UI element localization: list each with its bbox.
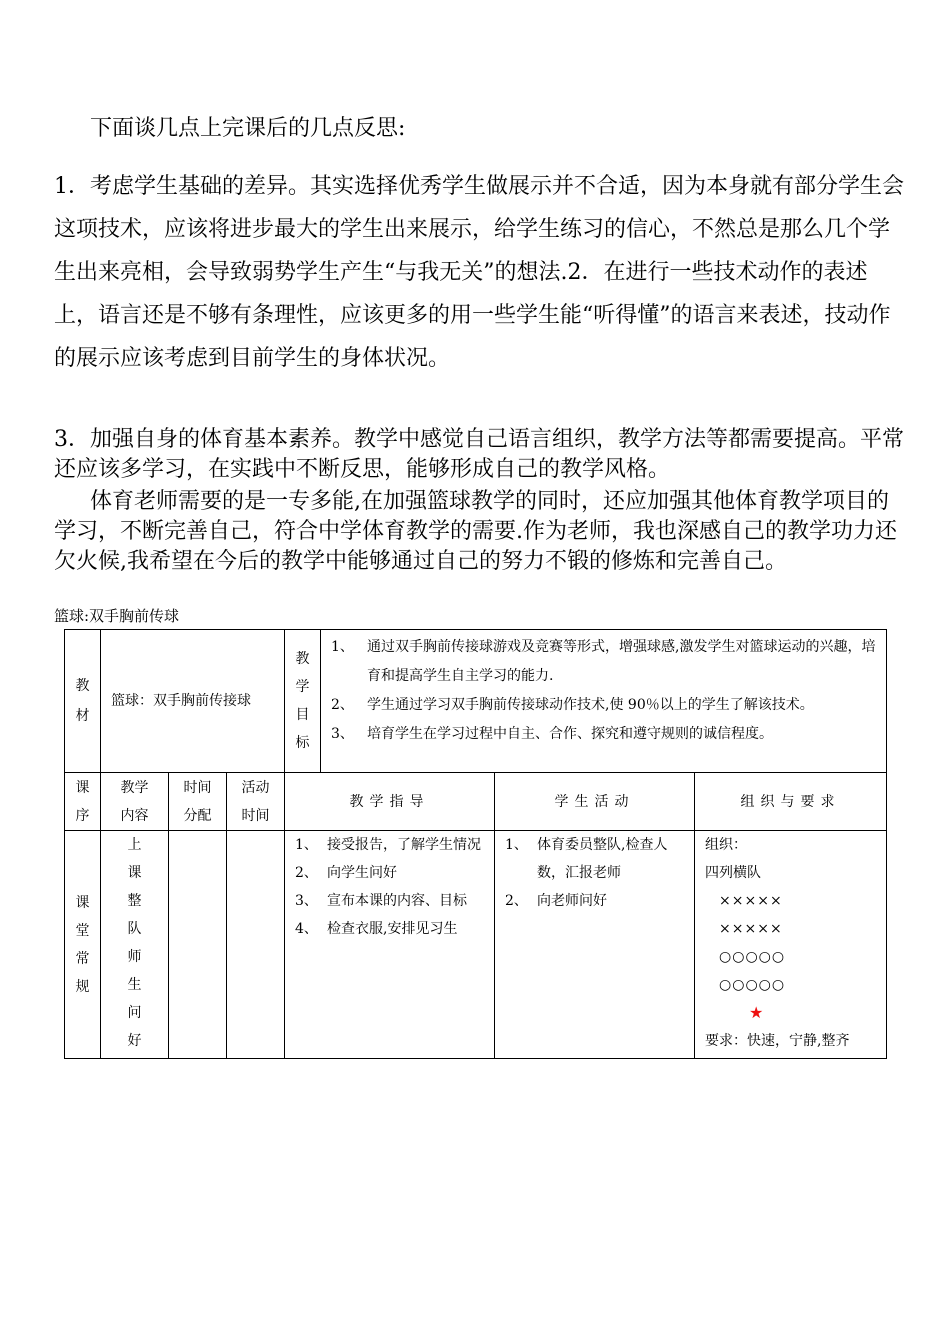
table-header-row [65, 773, 887, 831]
org-requirement: 要求：快速，宁静,整齐 [705, 1033, 850, 1049]
reflection-paragraph-4: 体育老师需要的是一专多能,在加强篮球教学的同时，还应加强其他体育教学项目的学习，不断完善自己，符合中学体育教学的需要.作为老师，我也深感自己的教学功力还欠火候,我希望在今后的教学中能够通过自己的努力不锻的修炼和完善自己。 [54, 489, 897, 574]
header-char: 序 [75, 807, 90, 824]
goal-label-char: 学 [295, 679, 310, 695]
item-number: 4、 [295, 921, 318, 937]
student-activity-cell [495, 831, 695, 1059]
header-line: 内容 [120, 807, 149, 824]
header-line: 时间 [241, 807, 270, 824]
list-item [295, 915, 488, 943]
goal-item [331, 720, 880, 749]
item-text: 体育委员整队,检查人数，汇报老师 [537, 837, 668, 881]
activity-time-cell [227, 831, 285, 1059]
list-item [295, 831, 488, 859]
header-guidance: 教学指导 [285, 773, 495, 831]
formation-row: ××××× [719, 921, 783, 937]
header-line: 分配 [183, 807, 212, 824]
goal-item [331, 633, 880, 691]
routine-label-char: 课 [75, 894, 90, 911]
organization-cell [695, 831, 887, 1059]
routine-label-char: 常 [75, 950, 90, 967]
header-organization: 组织与要求 [695, 773, 887, 831]
goal-text: 学生通过学习双手胸前传接球动作技术,使 90％以上的学生了解该技术。 [367, 697, 814, 713]
lesson-plan-table [64, 629, 887, 1059]
content-char: 生 [127, 977, 142, 993]
header-time-allocation [169, 773, 227, 831]
formation-row: ○○○○○ [719, 949, 786, 965]
table-row [65, 831, 887, 1059]
routine-content-cell [101, 831, 169, 1059]
content-char: 上 [127, 837, 142, 853]
header-content [101, 773, 169, 831]
goal-label-char: 教 [295, 651, 310, 667]
item-number: 2、 [505, 893, 528, 909]
header-activity-time [227, 773, 285, 831]
intro-paragraph: 下面谈几点上完课后的几点反思: [90, 116, 406, 141]
list-item [505, 887, 688, 915]
routine-label-char: 规 [75, 978, 90, 995]
guidance-cell [285, 831, 495, 1059]
item-text: 向学生问好 [327, 865, 398, 881]
item-number: 1、 [295, 837, 318, 853]
item-number: 1、 [505, 837, 528, 853]
item-number: 3、 [295, 893, 318, 909]
content-char: 好 [127, 1033, 142, 1049]
routine-label-cell [65, 831, 101, 1059]
material-value: 篮球：双手胸前传接球 [111, 693, 251, 709]
routine-label-char: 堂 [75, 922, 90, 939]
content-char: 问 [127, 1005, 142, 1021]
material-label-char: 材 [75, 708, 90, 724]
content-char: 整 [127, 893, 142, 909]
material-label-char: 教 [75, 678, 90, 694]
header-line: 时间 [183, 779, 212, 796]
material-value-cell [101, 630, 285, 773]
teacher-star-icon: ★ [749, 1003, 764, 1022]
item-text: 向老师问好 [537, 893, 608, 909]
goal-label-cell [285, 630, 321, 773]
org-label: 组织： [705, 837, 748, 853]
header-line: 教学 [120, 779, 149, 796]
goal-number: 1、 [331, 639, 354, 655]
item-text: 接受报告，了解学生情况 [327, 837, 482, 853]
reflection-paragraph-3: 3．加强自身的体育基本素养。教学中感觉自己语言组织，教学方法等都需要提高。平常还应该多学习，在实践中不断反思，能够形成自己的教学风格。 [54, 427, 904, 482]
header-line: 活动 [241, 779, 270, 796]
time-allocation-cell [169, 831, 227, 1059]
reflection-paragraph-1: 1．考虑学生基础的差异。其实选择优秀学生做展示并不合适，因为本身就有部分学生会这项技术，应该将进步最大的学生出来展示，给学生练习的信心，不然总是那么几个学生出来亮相，会导致弱势学生产生“与我无关”的想法.2．在进行一些技术动作的表述上，语言还是不够有条理性，应该更多的用一些学生能“听得懂”的语言来表述，技动作的展示应该考虑到目前学生的身体状况。 [54, 174, 904, 371]
list-item [295, 859, 488, 887]
item-number: 2、 [295, 865, 318, 881]
content-char: 队 [127, 921, 142, 937]
header-char: 课 [75, 779, 90, 796]
org-formation: 四列横队 [705, 865, 762, 881]
table-caption: 篮球:双手胸前传球 [54, 607, 180, 625]
content-char: 师 [127, 949, 142, 965]
item-text: 宣布本课的内容、目标 [327, 893, 468, 909]
goal-text: 通过双手胸前传接球游戏及竞赛等形式，增强球感,激发学生对篮球运动的兴趣，培育和提高学生自主学习的能力. [367, 639, 876, 684]
material-label-cell [65, 630, 101, 773]
goal-number: 2、 [331, 697, 354, 713]
goal-label-char: 目 [295, 707, 310, 723]
goal-number: 3、 [331, 726, 354, 742]
goal-text: 培育学生在学习过程中自主、合作、探究和遵守规则的诚信程度。 [367, 726, 774, 742]
goals-cell [321, 630, 887, 773]
item-text: 检查衣服,安排见习生 [327, 921, 458, 937]
header-student-activity: 学生活动 [495, 773, 695, 831]
formation-row: ××××× [719, 893, 783, 909]
header-order [65, 773, 101, 831]
list-item [295, 887, 488, 915]
formation-row: ○○○○○ [719, 977, 786, 993]
content-char: 课 [127, 865, 142, 881]
goal-item [331, 691, 880, 720]
goal-label-char: 标 [295, 735, 310, 751]
table-row [65, 630, 887, 773]
list-item [505, 831, 688, 887]
